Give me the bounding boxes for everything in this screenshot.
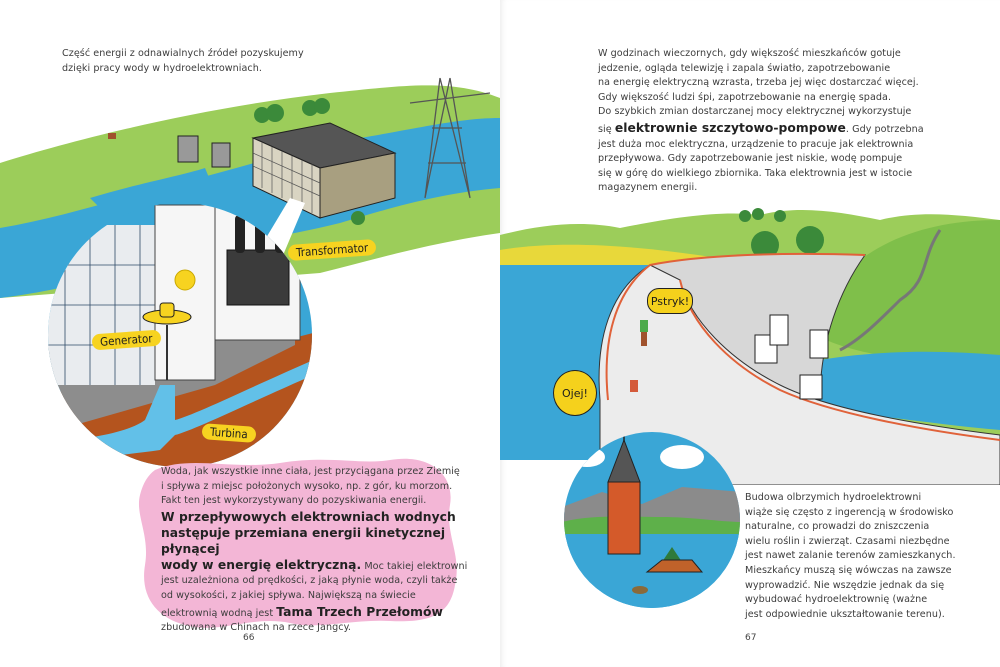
pink-box-line: zbudowana w Chinach na rzece Jangcy. — [161, 622, 352, 634]
pumped-storage-text — [598, 47, 938, 196]
environment-impact-text — [745, 491, 985, 622]
pink-box-line: Fakt ten jest wykorzystywany do pozyskiwania energii. — [161, 495, 427, 507]
text-line: na energię elektryczną wzrasta, trzeba jej więc dostarczać więcej. — [598, 77, 919, 89]
text-line: wielu roślin i zwierząt. Czasami niezbędne — [745, 535, 950, 547]
text-line: się w górę do wielkiego zbiornika. Taka elektrownia jest w istocie — [598, 167, 913, 179]
text-line: Gdy większość ludzi śpi, zapotrzebowanie na energię spada. — [598, 91, 892, 103]
pumped-storage-bold: elektrownie szczytowo-pompowe — [614, 120, 846, 135]
pink-box-line: od wysokości, z jakiej spływa. Największą na świecie — [161, 589, 416, 601]
generator-label: Generator — [92, 330, 161, 351]
pink-box-bold-line: wody w energię elektryczną. — [161, 557, 362, 572]
text-line: naturalne, co prowadzi do zniszczenia — [745, 521, 930, 533]
powerplant-cross-section — [35, 195, 325, 485]
intro-line: dzięki pracy wody w hydroelektrowniach. — [62, 62, 262, 74]
intro-line: Część energii z odnawialnych źródeł pozyskujemy — [62, 48, 304, 59]
pink-box-line: Woda, jak wszystkie inne ciała, jest przyciągana przez Ziemię — [161, 466, 460, 477]
text-line: jest duża moc elektryczna, urządzenie to pracuje jak elektrownia — [598, 138, 914, 150]
pstryk-speech-bubble: Pstryk! — [647, 288, 693, 314]
ojej-speech-bubble: Ojej! — [553, 370, 597, 416]
pink-box-line: Moc takiej elektrowni — [361, 560, 468, 572]
text-line: wiąże się często z ingerencją w środowisko — [745, 506, 954, 518]
pink-box-text — [161, 465, 471, 636]
text-line: W godzinach wieczornych, gdy większość mieszkańców gotuje — [598, 48, 901, 59]
pink-box-bold-line: następuje przemiana energii kinetycznej płynącej — [161, 525, 446, 556]
page-number-right: 67 — [745, 633, 757, 643]
text-line: jest odpowiednie ukształtowanie terenu). — [745, 608, 945, 620]
pink-box-line: jest uzależniona od prędkości, z jaką płynie woda, czyli także — [161, 575, 458, 587]
turbina-label: Turbina — [202, 423, 257, 443]
three-gorges-dam-bold: Tama Trzech Przełomów — [276, 604, 443, 619]
pink-box-line: i spływa z miejsc położonych wysoko, np. z gór, ku morzom. — [161, 480, 453, 492]
pink-box-line: elektrownią wodną jest — [161, 607, 277, 619]
text-line: Budowa olbrzymich hydroelektrowni — [745, 492, 922, 503]
transformator-label: Transformator — [288, 239, 377, 261]
flooded-village-illustration — [562, 422, 742, 612]
text-line: Do szybkich zmian dostarczanej mocy elektrycznej wykorzystuje — [598, 106, 912, 118]
text-line: Mieszkańcy muszą się wówczas na zawsze — [745, 564, 952, 576]
pink-box-bold-line: W przepływowych elektrowniach wodnych — [161, 509, 456, 524]
text-line: jest nawet zalanie terenów zamieszkanych. — [745, 550, 956, 562]
text-line: magazynem energii. — [598, 182, 698, 194]
text-line: przepływowa. Gdy zapotrzebowanie jest niskie, wodę pompuje — [598, 153, 903, 165]
text-line: wybudować hydroelektrownię (ważne — [745, 594, 928, 606]
page-number-left: 66 — [243, 633, 255, 643]
text-line: . Gdy potrzebna — [845, 123, 924, 135]
text-line: wyprowadzić. Nie wszędzie jednak da się — [745, 579, 945, 591]
right-page — [500, 0, 1000, 667]
text-line: jedzenie, ogląda telewizję i zapala światło, zapotrzebowanie — [598, 62, 891, 74]
text-line: się — [598, 123, 615, 135]
